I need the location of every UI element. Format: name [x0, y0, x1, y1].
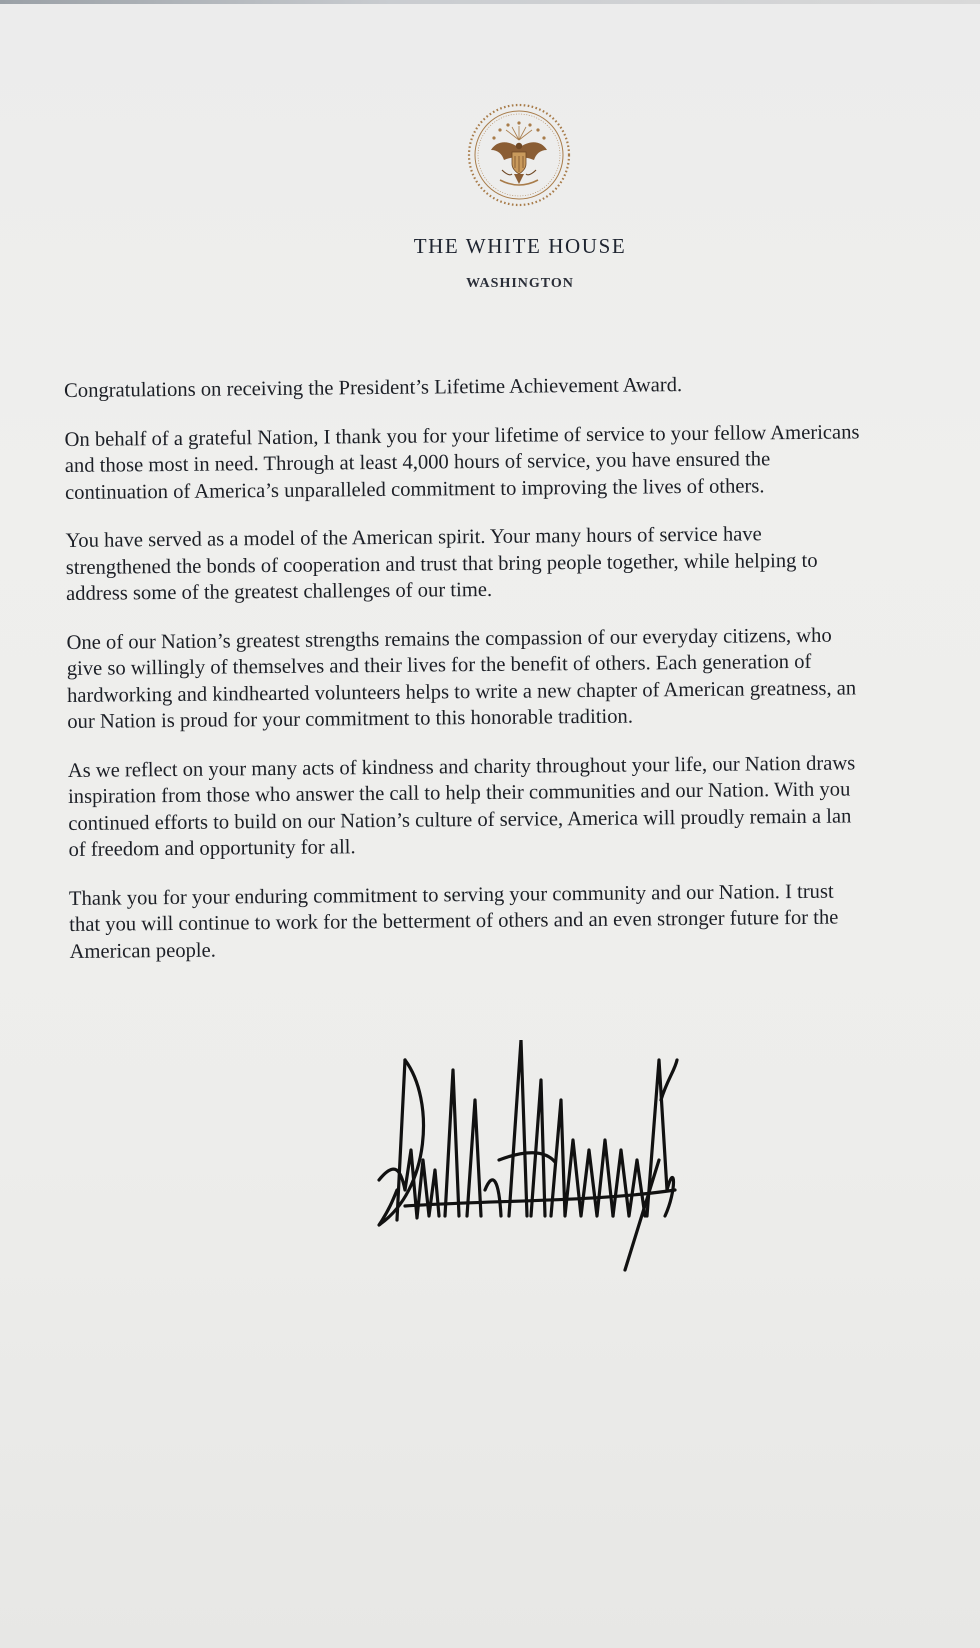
- paragraph-closing: [69, 877, 980, 965]
- letter-body: [64, 369, 980, 987]
- letter-line: hardworking and kindhearted volunteers helps to write a new chapter of American greatness, an: [66, 676, 857, 707]
- letter-line: continued efforts to build on our Nation’s culture of service, America will proudly remain a lan: [68, 804, 852, 835]
- letter-line: On behalf of a grateful Nation, I thank you for your lifetime of service to your fellow Americans: [64, 420, 860, 451]
- letter-line: Congratulations on receiving the President’s Lifetime Achievement Award.: [64, 374, 683, 402]
- page-top-edge: [0, 0, 980, 4]
- letter-line: American people.: [69, 939, 216, 963]
- letter-line: our Nation is proud for your commitment to this honorable tradition.: [67, 705, 634, 733]
- letterhead-title: THE WHITE HOUSE: [413, 234, 627, 258]
- letter-line: Thank you for your enduring commitment to serving your community and our Nation. I trust: [68, 880, 834, 910]
- paragraph-thanks: [64, 418, 980, 506]
- letter-line: continuation of America’s unparalleled commitment to improving the lives of others.: [64, 474, 765, 504]
- letter-line: You have served as a model of the American spirit. Your many hours of service have: [65, 523, 762, 552]
- letter-line: of freedom and opportunity for all.: [68, 836, 356, 861]
- letter-line: address some of the greatest challenges of our time.: [65, 578, 493, 605]
- letter-line: give so willingly of themselves and their lives for the benefit of others. Each generation of: [66, 650, 812, 680]
- letter-line: and those most in need. Through at least 4,000 hours of service, you have ensured the: [64, 448, 771, 477]
- letterhead-subtitle: WASHINGTON: [466, 276, 574, 291]
- letter-line: inspiration from those who answer the call to help their communities and our Nation. With you: [67, 778, 851, 808]
- paragraph-strengths: [66, 621, 980, 736]
- letter-line: One of our Nation’s greatest strengths remains the compassion of our everyday citizens, who: [66, 624, 832, 654]
- letter-line: As we reflect on your many acts of kindness and charity throughout your life, our Nation draws: [67, 751, 856, 782]
- letter-line: strengthened the bonds of cooperation and trust that bring people together, while helping to: [65, 549, 818, 579]
- paragraph-congratulations: [64, 369, 980, 404]
- handwritten-signature-icon: [375, 1040, 715, 1290]
- paragraph-reflect: [68, 749, 980, 864]
- letter-line: that you will continue to work for the betterment of others and an even stronger future for the: [69, 906, 839, 936]
- presidential-seal-icon: [464, 100, 574, 210]
- paragraph-model: [65, 519, 980, 607]
